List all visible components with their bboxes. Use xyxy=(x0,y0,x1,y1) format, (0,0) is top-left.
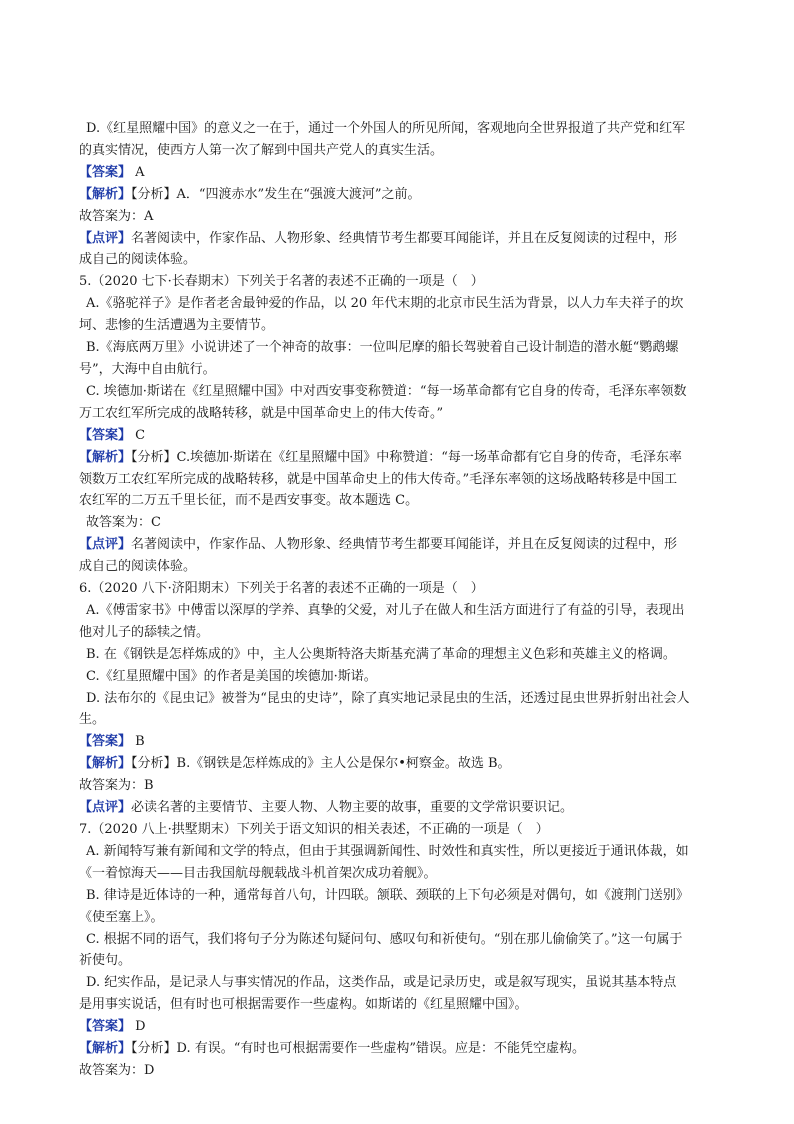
q5-analysis-text: 【分析】C.埃德加·斯诺在《红星照耀中国》中称赞道：“每一场革命都有它自身的传奇，毛泽东率 xyxy=(131,449,682,465)
q6-analysis-row xyxy=(79,753,719,775)
q5-analysis-row xyxy=(79,447,719,469)
comment-tag: 【点评】 xyxy=(79,230,132,246)
q6-result: 故答案为：B xyxy=(79,778,154,794)
answer-tag: 【答案】 xyxy=(79,1019,132,1035)
comment-tag: 【点评】 xyxy=(79,800,132,816)
analysis-tag: 【解析】 xyxy=(79,1041,132,1057)
document-page xyxy=(79,118,719,1082)
q6-option-a-line2: 他对儿子的舔犊之情。 xyxy=(79,624,210,640)
q7-result: 故答案为：D xyxy=(79,1062,155,1078)
answer-tag: 【答案】 xyxy=(79,734,132,750)
q5-comment-row xyxy=(79,534,719,556)
comment-tag: 【点评】 xyxy=(79,537,132,553)
analysis-tag: 【解析】 xyxy=(79,449,132,465)
answer-tag: 【答案】 xyxy=(79,164,132,180)
q5-option-a-line1: A.《骆驼祥子》是作者老舍最钟爱的作品，以 20 年代末期的北京市民生活为背景，以人力车夫祥子的坎 xyxy=(86,296,684,312)
q7-option-d-line2: 是用事实说话，但有时也可根据需要作一些虚构。如斯诺的《红星照耀中国》。 xyxy=(79,997,528,1013)
q6-answer-value: B xyxy=(131,734,145,750)
q5-option-b-line2: 号”，大海中自由航行。 xyxy=(79,361,216,377)
q4-option-d-line1: D.《红星照耀中国》的意义之一在于，通过一个外国人的所见所闻，客观地向全世界报道了共产党和红军 xyxy=(86,121,686,136)
q6-analysis-text: 【分析】B.《钢铁是怎样炼成的》主人公是保尔•柯察金。故选 B。 xyxy=(131,756,511,772)
q7-stem: 7.（2020 八上·拱墅期末）下列关于语文知识的相关表述，不正确的一项是（ ） xyxy=(79,822,549,837)
q5-analysis-line2: 领数万工农红军所完成的战略转移，就是中国革命史上的伟大传奇。”毛泽东率领的这场战略转移是中国工 xyxy=(79,471,678,487)
q5-comment-text: 名著阅读中，作家作品、人物形象、经典情节考生都要耳闻能详，并且在反复阅读的过程中，形 xyxy=(131,537,678,553)
q7-answer-value: D xyxy=(131,1019,146,1035)
q7-option-d-line1: D. 纪实作品，是记录人与事实情况的作品，这类作品，或是记录历史，或是叙写现实，虽说其基本特点 xyxy=(86,975,677,991)
q7-option-c-line1: C. 根据不同的语气，我们将句子分为陈述句疑问句、感叹句和祈使句。“别在那儿偷偷笑了。”这一句属于 xyxy=(86,931,683,947)
analysis-tag: 【解析】 xyxy=(79,186,132,202)
q7-option-c-line2: 祈使句。 xyxy=(79,953,132,969)
q7-answer-row xyxy=(79,1016,719,1038)
q4-analysis-row xyxy=(79,184,719,206)
q6-stem: 6.（2020 八下·济阳期末）下列关于名著的表述不正确的一项是（ ） xyxy=(79,581,484,597)
q6-comment-row xyxy=(79,797,719,819)
q5-option-a-line2: 坷、悲惨的生活遭遇为主要情节。 xyxy=(79,318,275,334)
q5-stem: 5.（2020 七下·长春期末）下列关于名著的表述不正确的一项是（ ） xyxy=(79,274,484,290)
q4-option-d-line2: 的真实情况，使西方人第一次了解到中国共产党人的真实生活。 xyxy=(79,142,444,158)
q6-comment-text: 必读名著的主要情节、主要人物、人物主要的故事，重要的文学常识要识记。 xyxy=(131,800,574,816)
q5-option-c-line2: 万工农红军所完成的战略转移，就是中国革命史上的伟大传奇。” xyxy=(79,405,444,421)
q4-answer-value: A xyxy=(131,164,145,180)
q6-option-d-line2: 生。 xyxy=(79,712,106,728)
q4-comment-line2: 成自己的阅读体验。 xyxy=(79,252,197,268)
q7-analysis-text: 【分析】D. 有误。“有时也可根据需要作一些虚构”错误。应是：不能凭空虚构。 xyxy=(131,1041,586,1057)
q5-comment-line2: 成自己的阅读体验。 xyxy=(79,559,197,575)
q5-analysis-line3: 农红军的二万五千里长征，而不是西安事变。故本题选 C。 xyxy=(79,493,419,509)
q7-option-a-line2: 《一着惊海天——目击我国航母舰载战斗机首架次成功着舰》。 xyxy=(79,865,437,881)
q7-analysis-row xyxy=(79,1038,719,1060)
q6-answer-row xyxy=(79,731,719,753)
analysis-tag: 【解析】 xyxy=(79,756,132,772)
q7-option-b-line2: 《使至塞上》。 xyxy=(79,909,164,925)
q5-answer-row xyxy=(79,425,719,447)
answer-tag: 【答案】 xyxy=(79,427,132,443)
q6-option-b: B. 在《钢铁是怎样炼成的》中，主人公奥斯特洛夫斯基充满了革命的理想主义色彩和英雄主义的格调。 xyxy=(86,646,676,662)
q6-option-d-line1: D. 法布尔的《昆虫记》被誉为“昆虫的史诗”，除了真实地记录昆虫的生活，还透过昆虫世界折射出社会人 xyxy=(86,690,690,706)
q7-option-b-line1: B. 律诗是近体诗的一种，通常每首八句，计四联。颔联、颈联的上下句必须是对偶句，如《渡荆门送别》 xyxy=(86,887,689,903)
q6-option-c: C.《红星照耀中国》的作者是美国的埃德加·斯诺。 xyxy=(86,668,377,684)
q5-answer-value: C xyxy=(131,427,146,443)
q4-comment-text: 名著阅读中，作家作品、人物形象、经典情节考生都要耳闻能详，并且在反复阅读的过程中，形 xyxy=(131,230,678,246)
q4-comment-row xyxy=(79,228,719,250)
q4-result: 故答案为：A xyxy=(79,208,154,224)
q5-result: 故答案为：C xyxy=(86,515,161,531)
q7-option-a-line1: A. 新闻特写兼有新闻和文学的特点，但由于其强调新闻性、时效性和真实性，所以更接近于通讯体裁，如 xyxy=(86,843,689,859)
q4-analysis-text: 【分析】A．“四渡赤水”发生在“强渡大渡河”之前。 xyxy=(131,186,421,202)
q5-option-c-line1: C. 埃德加·斯诺在《红星照耀中国》中对西安事变称赞道：“每一场革命都有它自身的传奇，毛泽东率领数 xyxy=(86,383,687,399)
q6-option-a-line1: A.《傅雷家书》中傅雷以深厚的学养、真挚的父爱，对儿子在做人和生活方面进行了有益的引导，表现出 xyxy=(86,602,685,618)
q4-answer-row xyxy=(79,162,719,184)
q5-option-b-line1: B.《海底两万里》小说讲述了一个神奇的故事：一位叫尼摩的船长驾驶着自己设计制造的潜水艇“鹦鹉螺 xyxy=(86,340,679,356)
